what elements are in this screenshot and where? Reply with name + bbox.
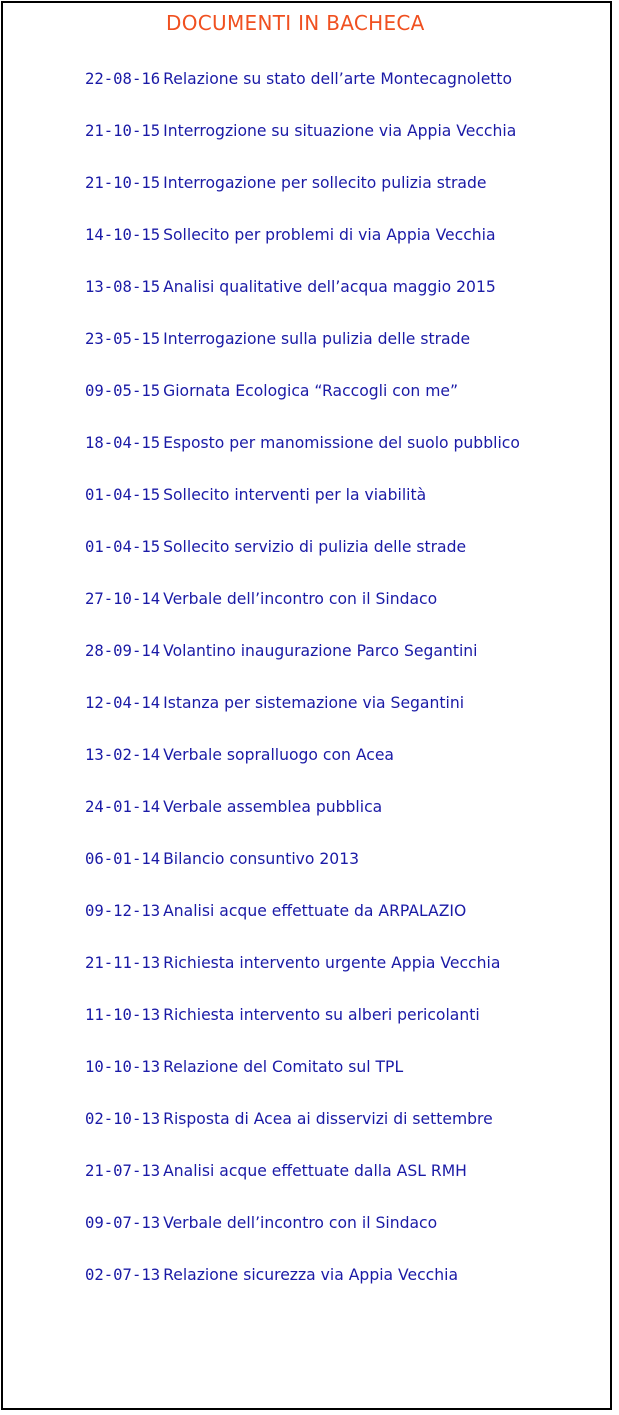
document-title: Verbale dell’incontro con il Sindaco [163,1214,438,1232]
document-date: 10-10-13 [85,1058,161,1076]
document-link[interactable] [85,1263,520,1315]
document-link[interactable] [85,587,520,639]
document-title: Istanza per sistemazione via Segantini [163,694,465,712]
document-link[interactable] [85,1003,520,1055]
document-date: 18-04-15 [85,434,161,452]
document-date: 09-12-13 [85,902,161,920]
document-date: 21-10-15 [85,174,161,192]
document-date: 01-04-15 [85,538,161,556]
document-date: 02-07-13 [85,1266,161,1284]
document-link[interactable] [85,119,520,171]
document-date: 13-08-15 [85,278,161,296]
document-link[interactable] [85,483,520,535]
document-date: 11-10-13 [85,1006,161,1024]
document-link[interactable] [85,67,520,119]
document-date: 23-05-15 [85,330,161,348]
document-date: 21-07-13 [85,1162,161,1180]
document-link[interactable] [85,639,520,691]
document-link[interactable] [85,1107,520,1159]
document-title: Richiesta intervento urgente Appia Vecchia [163,954,501,972]
document-date: 01-04-15 [85,486,161,504]
document-title: Verbale sopralluogo con Acea [163,746,394,764]
document-date: 02-10-13 [85,1110,161,1128]
document-title: Analisi qualitative dell’acqua maggio 2015 [163,278,496,296]
document-link[interactable] [85,951,520,1003]
document-link[interactable] [85,431,520,483]
document-link[interactable] [85,795,520,847]
document-date: 12-04-14 [85,694,161,712]
document-link[interactable] [85,1055,520,1107]
board-title: DOCUMENTI IN BACHECA [166,11,425,35]
document-title: Esposto per manomissione del suolo pubblico [163,434,520,452]
document-link[interactable] [85,691,520,743]
document-title: Sollecito interventi per la viabilità [163,486,427,504]
document-list [85,67,520,1315]
document-date: 21-11-13 [85,954,161,972]
document-date: 09-05-15 [85,382,161,400]
document-title: Sollecito servizio di pulizia delle strade [163,538,467,556]
document-date: 06-01-14 [85,850,161,868]
document-link[interactable] [85,535,520,587]
document-title: Analisi acque effettuate dalla ASL RMH [163,1162,467,1180]
document-title: Volantino inaugurazione Parco Segantini [163,642,478,660]
document-date: 14-10-15 [85,226,161,244]
document-title: Interrogazione per sollecito pulizia strade [163,174,487,192]
document-date: 13-02-14 [85,746,161,764]
document-link[interactable] [85,1211,520,1263]
document-link[interactable] [85,171,520,223]
document-date: 09-07-13 [85,1214,161,1232]
document-link[interactable] [85,275,520,327]
document-date: 22-08-16 [85,70,161,88]
document-title: Analisi acque effettuate da ARPALAZIO [163,902,467,920]
document-title: Verbale assemblea pubblica [163,798,383,816]
document-link[interactable] [85,847,520,899]
document-title: Risposta di Acea ai disservizi di settembre [163,1110,493,1128]
document-title: Relazione del Comitato sul TPL [163,1058,404,1076]
document-link[interactable] [85,379,520,431]
document-link[interactable] [85,899,520,951]
document-title: Richiesta intervento su alberi pericolanti [163,1006,480,1024]
document-title: Verbale dell’incontro con il Sindaco [163,590,438,608]
document-link[interactable] [85,1159,520,1211]
document-date: 28-09-14 [85,642,161,660]
document-title: Relazione sicurezza via Appia Vecchia [163,1266,459,1284]
document-date: 24-01-14 [85,798,161,816]
document-title: Relazione su stato dell’arte Montecagnoletto [163,70,513,88]
document-title: Interrogzione su situazione via Appia Vecchia [163,122,517,140]
document-link[interactable] [85,223,520,275]
document-title: Interrogazione sulla pulizia delle strade [163,330,471,348]
document-date: 21-10-15 [85,122,161,140]
document-date: 27-10-14 [85,590,161,608]
document-link[interactable] [85,743,520,795]
document-title: Bilancio consuntivo 2013 [163,850,360,868]
document-link[interactable] [85,327,520,379]
document-title: Giornata Ecologica “Raccogli con me” [163,382,459,400]
document-title: Sollecito per problemi di via Appia Vecchia [163,226,496,244]
bulletin-board [1,1,612,1410]
